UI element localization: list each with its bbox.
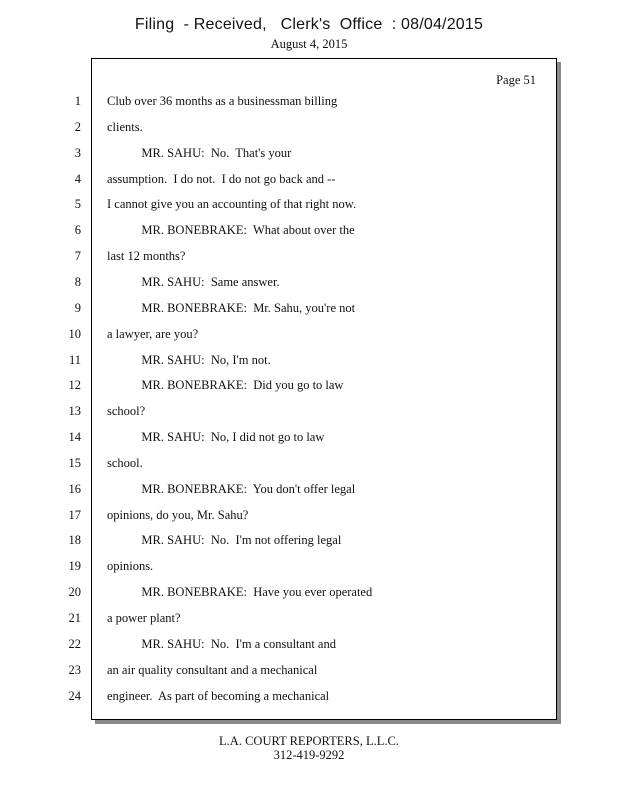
line-text: MR. SAHU: No. I'm not offering legal — [107, 533, 342, 548]
line-number: 2 — [74, 119, 81, 134]
line-number: 8 — [74, 274, 81, 289]
line-number: 20 — [68, 585, 81, 600]
line-number: 16 — [68, 481, 81, 496]
line-text: MR. BONEBRAKE: Have you ever operated — [107, 585, 373, 600]
line-number: 6 — [74, 223, 81, 238]
line-number: 13 — [68, 404, 81, 419]
footer-phone: 312-419-9292 — [273, 748, 345, 762]
page-number: Page 51 — [496, 73, 536, 87]
line-text: Club over 36 months as a businessman billing — [107, 94, 338, 108]
line-number: 14 — [68, 430, 81, 445]
line-number: 11 — [68, 352, 81, 367]
line-text: MR. SAHU: No, I'm not. — [107, 352, 271, 367]
line-text: an air quality consultant and a mechanical — [107, 662, 318, 677]
line-text: MR. BONEBRAKE: You don't offer legal — [107, 481, 356, 496]
line-number: 19 — [68, 559, 81, 574]
line-number: 4 — [74, 171, 81, 186]
line-text: assumption. I do not. I do not go back and -- — [107, 171, 336, 186]
line-text: a lawyer, are you? — [107, 326, 199, 341]
line-text: MR. BONEBRAKE: Did you go to law — [107, 378, 344, 393]
line-text: MR. SAHU: No. I'm a consultant and — [107, 636, 336, 651]
line-number: 3 — [74, 145, 81, 160]
line-text: MR. BONEBRAKE: What about over the — [107, 223, 355, 238]
line-text: MR. SAHU: No, I did not go to law — [107, 430, 325, 445]
line-number: 1 — [74, 94, 81, 108]
line-number: 24 — [68, 688, 81, 703]
line-number: 22 — [68, 636, 81, 651]
line-number: 23 — [68, 662, 81, 677]
footer-company: L.A. COURT REPORTERS, L.L.C. — [219, 734, 399, 748]
line-text: MR. SAHU: No. That's your — [107, 145, 292, 160]
line-text: clients. — [107, 119, 143, 134]
line-text: school? — [107, 404, 146, 419]
line-number: 9 — [74, 300, 81, 315]
line-text: MR. SAHU: Same answer. — [107, 274, 280, 289]
line-number: 15 — [68, 455, 81, 470]
line-text: last 12 months? — [107, 249, 186, 264]
filing-date: August 4, 2015 — [270, 37, 348, 51]
line-text: school. — [107, 455, 143, 470]
line-text: opinions. — [107, 559, 154, 574]
line-number: 5 — [74, 197, 81, 212]
line-number: 21 — [68, 611, 81, 625]
line-text: MR. BONEBRAKE: Mr. Sahu, you're not — [107, 300, 356, 315]
line-number: 12 — [68, 378, 81, 393]
line-number: 7 — [74, 249, 81, 264]
line-number: 17 — [68, 507, 81, 522]
line-number: 18 — [68, 533, 81, 548]
line-text: I cannot give you an accounting of that right now. — [107, 197, 357, 212]
line-text: opinions, do you, Mr. Sahu? — [107, 507, 249, 522]
line-number: 10 — [68, 326, 81, 341]
line-text: a power plant? — [107, 611, 181, 625]
filing-stamp: Filing - Received, Clerk's Office : 08/04/2015 — [134, 16, 484, 33]
line-text: engineer. As part of becoming a mechanical — [107, 688, 330, 703]
